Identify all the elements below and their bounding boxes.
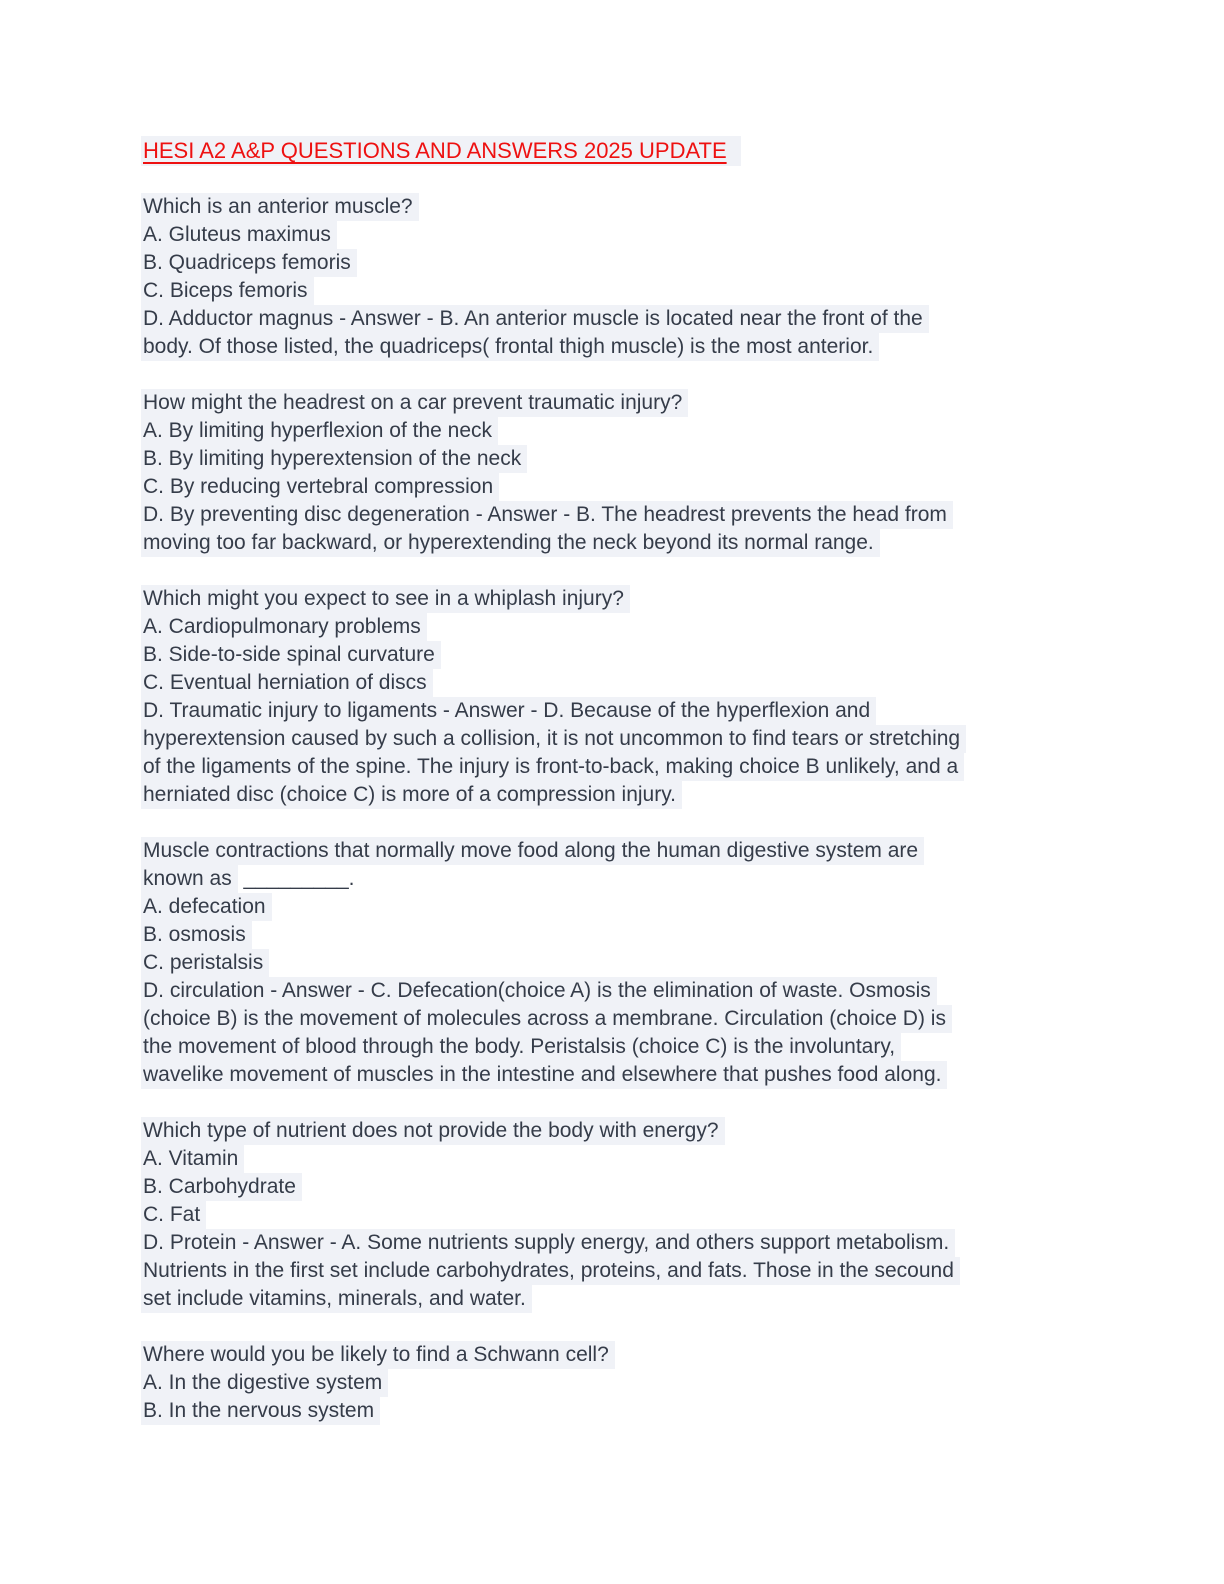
text-line xyxy=(141,977,1101,1005)
text-line xyxy=(141,417,1101,445)
highlighted-text: C. Eventual herniation of discs xyxy=(141,669,433,697)
document-title-row xyxy=(141,137,1101,165)
highlighted-text: A. By limiting hyperflexion of the neck xyxy=(141,417,498,445)
question-block xyxy=(141,193,1101,361)
text-line xyxy=(141,1285,1101,1313)
text-line xyxy=(141,473,1101,501)
highlighted-text: D. Traumatic injury to ligaments - Answer - D. Because of the hyperflexion and xyxy=(141,697,876,725)
question-block xyxy=(141,1341,1101,1425)
highlighted-text: set include vitamins, minerals, and water. xyxy=(141,1285,532,1313)
text-line xyxy=(141,305,1101,333)
highlighted-text: B. In the nervous system xyxy=(141,1397,380,1425)
text-line xyxy=(141,277,1101,305)
highlighted-text: A. defecation xyxy=(141,893,272,921)
highlighted-text: D. circulation - Answer - C. Defecation(choice A) is the elimination of waste. Osmosis xyxy=(141,977,937,1005)
text-line xyxy=(141,249,1101,277)
highlighted-text: Where would you be likely to find a Schwann cell? xyxy=(141,1341,615,1369)
highlighted-text: herniated disc (choice C) is more of a compression injury. xyxy=(141,781,682,809)
text-line xyxy=(141,641,1101,669)
text-line xyxy=(141,837,1101,865)
text-line xyxy=(141,921,1101,949)
text-line xyxy=(141,613,1101,641)
text-line xyxy=(141,1229,1101,1257)
text-line xyxy=(141,445,1101,473)
text-line xyxy=(141,1173,1101,1201)
document-title: HESI A2 A&P QUESTIONS AND ANSWERS 2025 UPDATE xyxy=(141,136,741,166)
document-content xyxy=(141,137,1101,1453)
blank-line-text: _________. xyxy=(237,867,355,890)
highlighted-text: D. Adductor magnus - Answer - B. An anterior muscle is located near the front of the xyxy=(141,305,929,333)
highlighted-text: A. In the digestive system xyxy=(141,1369,388,1397)
highlighted-text: of the ligaments of the spine. The injury is front-to-back, making choice B unlikely, and a xyxy=(141,753,964,781)
text-line xyxy=(141,585,1101,613)
highlighted-text: B. Quadriceps femoris xyxy=(141,249,357,277)
text-line xyxy=(141,697,1101,725)
text-line xyxy=(141,1341,1101,1369)
text-line xyxy=(141,1061,1101,1089)
highlighted-text: Which might you expect to see in a whiplash injury? xyxy=(141,585,630,613)
text-line xyxy=(141,1145,1101,1173)
question-block xyxy=(141,389,1101,557)
highlighted-text: Muscle contractions that normally move food along the human digestive system are xyxy=(141,837,924,865)
text-line xyxy=(141,893,1101,921)
question-list xyxy=(141,193,1101,1425)
text-line xyxy=(141,193,1101,221)
text-line xyxy=(141,865,1101,893)
question-block xyxy=(141,1117,1101,1313)
question-block xyxy=(141,837,1101,1089)
highlighted-text: C. Fat xyxy=(141,1201,206,1229)
text-line xyxy=(141,753,1101,781)
text-line xyxy=(141,1005,1101,1033)
text-line xyxy=(141,221,1101,249)
text-line xyxy=(141,725,1101,753)
highlighted-text: hyperextension caused by such a collision, it is not uncommon to find tears or stretching xyxy=(141,725,966,753)
text-line xyxy=(141,1397,1101,1425)
text-line xyxy=(141,949,1101,977)
highlighted-text: A. Vitamin xyxy=(141,1145,244,1173)
highlighted-text: moving too far backward, or hyperextending the neck beyond its normal range. xyxy=(141,529,880,557)
text-line xyxy=(141,1369,1101,1397)
text-line xyxy=(141,1201,1101,1229)
highlighted-text: D. Protein - Answer - A. Some nutrients supply energy, and others support metabolism. xyxy=(141,1229,955,1257)
highlighted-text: the movement of blood through the body. Peristalsis (choice C) is the involuntary, xyxy=(141,1033,901,1061)
text-line xyxy=(141,669,1101,697)
text-line xyxy=(141,501,1101,529)
highlighted-text: C. peristalsis xyxy=(141,949,269,977)
text-line xyxy=(141,1033,1101,1061)
highlighted-text: Which type of nutrient does not provide the body with energy? xyxy=(141,1117,725,1145)
highlighted-text: (choice B) is the movement of molecules across a membrane. Circulation (choice D) is xyxy=(141,1005,952,1033)
highlighted-text: B. Side-to-side spinal curvature xyxy=(141,641,441,669)
highlighted-text: Nutrients in the first set include carbohydrates, proteins, and fats. Those in the secound xyxy=(141,1257,960,1285)
text-line xyxy=(141,333,1101,361)
text-line xyxy=(141,529,1101,557)
highlighted-text: B. By limiting hyperextension of the neck xyxy=(141,445,527,473)
highlighted-text: Which is an anterior muscle? xyxy=(141,193,419,221)
highlighted-text: A. Gluteus maximus xyxy=(141,221,337,249)
highlighted-text: known as xyxy=(141,865,238,893)
text-line xyxy=(141,1257,1101,1285)
highlighted-text: C. By reducing vertebral compression xyxy=(141,473,499,501)
highlighted-text: A. Cardiopulmonary problems xyxy=(141,613,427,641)
highlighted-text: B. Carbohydrate xyxy=(141,1173,302,1201)
text-line xyxy=(141,781,1101,809)
highlighted-text: wavelike movement of muscles in the intestine and elsewhere that pushes food along. xyxy=(141,1061,947,1089)
highlighted-text: How might the headrest on a car prevent traumatic injury? xyxy=(141,389,688,417)
highlighted-text: C. Biceps femoris xyxy=(141,277,314,305)
text-line xyxy=(141,1117,1101,1145)
question-block xyxy=(141,585,1101,809)
text-line xyxy=(141,389,1101,417)
highlighted-text: B. osmosis xyxy=(141,921,252,949)
highlighted-text: D. By preventing disc degeneration - Answer - B. The headrest prevents the head from xyxy=(141,501,953,529)
highlighted-text: body. Of those listed, the quadriceps( frontal thigh muscle) is the most anterior. xyxy=(141,333,879,361)
